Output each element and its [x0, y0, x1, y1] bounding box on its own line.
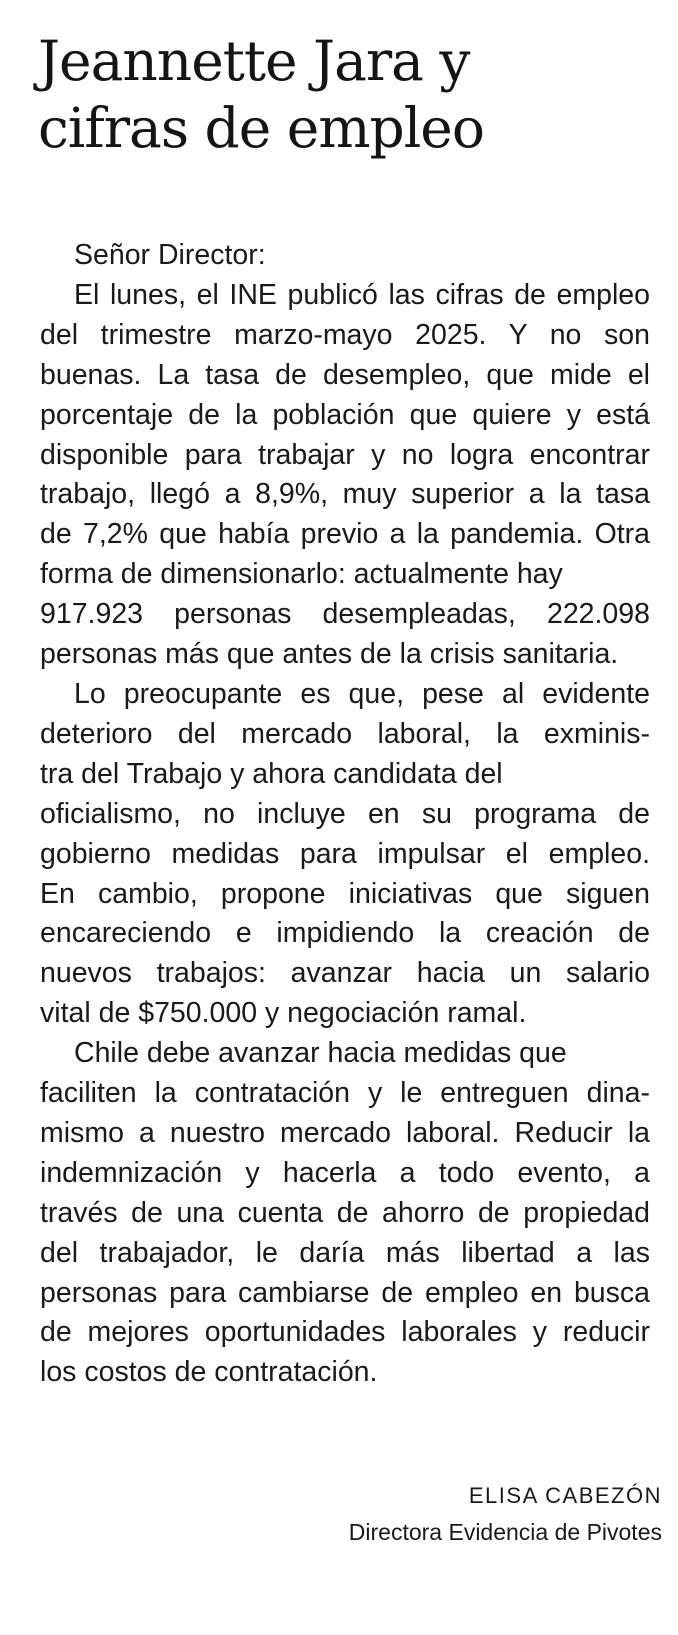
letter-body [40, 236, 650, 1393]
text-line: del trabajador, le daría más libertad a las [40, 1236, 650, 1269]
text-line: personas más que antes de la crisis sanitaria. [40, 638, 619, 671]
text-line: de 7,2% que había previo a la pandemia. Otra [40, 518, 650, 551]
text-line: buenas. La tasa de desempleo, que mide el [40, 358, 650, 391]
text-line: forma de dimensionarlo: actualmente hay [40, 558, 563, 591]
text-line: los costos de contratación. [40, 1356, 378, 1389]
text-line: disponible para trabajar y no logra encontrar [40, 438, 650, 471]
author-name: ELISA CABEZÓN [468, 1483, 662, 1508]
text-line: nuevos trabajos: avanzar hacia un salario [40, 957, 650, 990]
salutation: Señor Director: [74, 239, 266, 271]
text-line: Chile debe avanzar hacia medidas que [74, 1037, 567, 1070]
text-line: indemnización y hacerla a todo evento, a [40, 1156, 650, 1189]
text-line: oficialismo, no incluye en su programa de [40, 797, 650, 830]
text-line: faciliten la contratación y le entreguen dina- [40, 1077, 650, 1110]
text-line: Lo preocupante es que, pese al evidente [74, 677, 650, 710]
headline [38, 28, 658, 162]
text-line: de mejores oportunidades laborales y reducir [40, 1316, 650, 1349]
text-line: deterioro del mercado laboral, la exminis- [40, 717, 650, 750]
headline-line: cifras de empleo [38, 96, 484, 160]
signature [349, 1480, 662, 1552]
headline-line: Jeannette Jara y [38, 29, 470, 93]
text-line: del trimestre marzo-mayo 2025. Y no son [40, 318, 650, 351]
text-line: El lunes, el INE publicó las cifras de empleo [74, 278, 650, 311]
text-line: través de una cuenta de ahorro de propiedad [40, 1196, 650, 1229]
author-title: Directora Evidencia de Pivotes [348, 1519, 662, 1545]
text-line: vital de $750.000 y negociación ramal. [40, 997, 527, 1030]
paragraph-1 [40, 276, 650, 675]
text-line: porcentaje de la población que quiere y está [40, 398, 650, 431]
text-line: personas para cambiarse de empleo en busca [40, 1276, 650, 1309]
text-line: gobierno medidas para impulsar el empleo. [40, 837, 650, 870]
text-line: encareciendo e impidiendo la creación de [40, 917, 650, 950]
text-line: tra del Trabajo y ahora candidata del [40, 757, 503, 790]
text-line: mismo a nuestro mercado laboral. Reducir la [40, 1116, 650, 1149]
paragraph-2 [40, 675, 650, 1034]
text-line: 917.923 personas desempleadas, 222.098 [40, 598, 650, 631]
paragraph-3 [40, 1034, 650, 1393]
text-line: En cambio, propone iniciativas que siguen [40, 877, 650, 910]
text-line: trabajo, llegó a 8,9%, muy superior a la tasa [40, 478, 650, 511]
